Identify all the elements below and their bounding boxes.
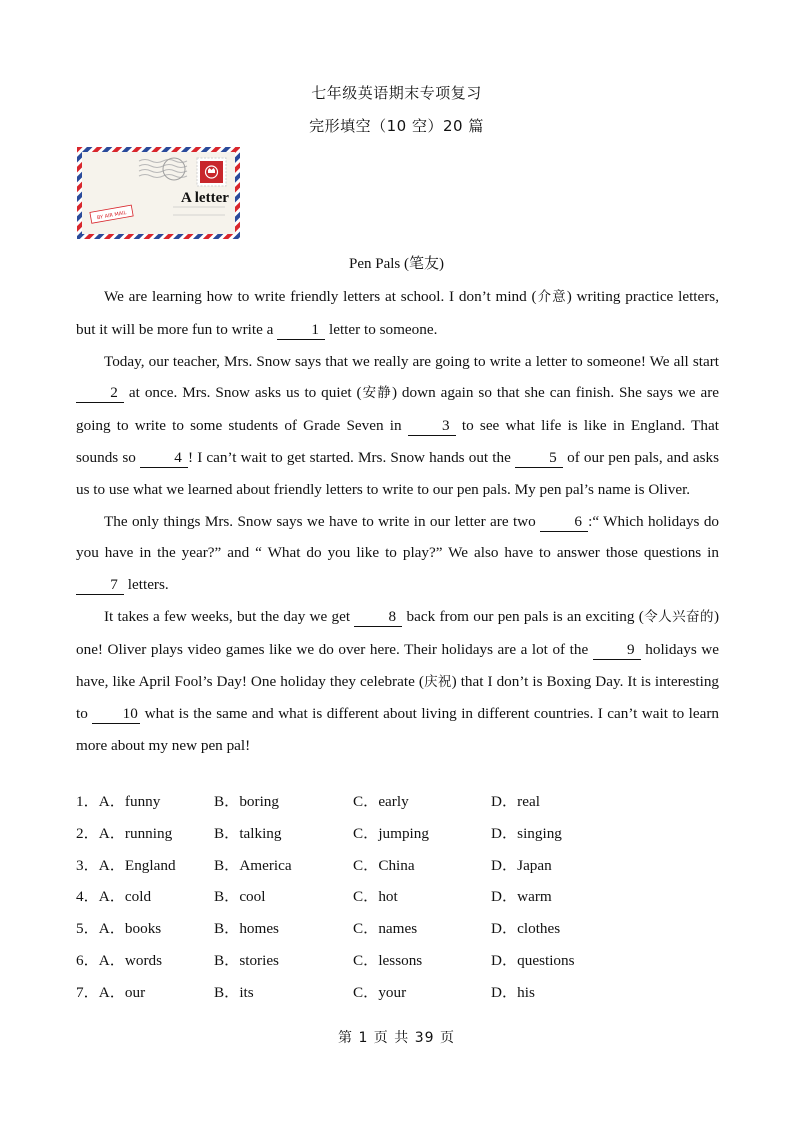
option-c[interactable]: C．names [353,920,418,938]
envelope-label: A letter [181,190,229,206]
option-c[interactable]: C．hot [353,888,398,906]
option-d[interactable]: D．Japan [491,856,552,874]
option-a[interactable]: 1．A．funny [76,793,161,810]
envelope-illustration [77,147,240,239]
blank-3[interactable]: 3 [408,417,456,436]
option-a[interactable]: 6．A．words [76,951,163,969]
option-d[interactable]: D．warm [491,888,552,906]
option-a[interactable]: 5．A．books [76,920,162,938]
paragraph-4: It takes a few weeks, but the day we get 8 back from our pen pals is an exciting (令人兴奋的) one! Oliver plays video games like we do over here. Their holidays are a lot of the 9 holidays we have, like April Fool’s Day! One holiday they celebrate (庆祝) that I don’t is Boxing Day. It is interesting to 10 what is the same and what is different about living in different countries. I can’t wait to learn more about my new pen pal! [76,607,720,755]
paragraph-2: Today, our teacher, Mrs. Snow says that we really are going to write a letter to someone! We all start 2 at once. Mrs. Snow asks us to quiet (安静) down again so that she can finish. She says we are going to write to some students of Grade Seven in 3 to see what life is like in England. That sounds so 4 ! I can’t wait to get started. Mrs. Snow hands out the 5 of our pen pals, and asks us to use what we learned about friendly letters to write to our pen pals. My pen pal’s name is Oliver. [76,352,720,498]
option-a[interactable]: 2．A．running [76,824,173,842]
option-c[interactable]: C．your [353,983,407,1001]
question-row [76,949,636,981]
option-b[interactable]: B．its [214,983,254,1001]
stamp-icon [197,158,226,186]
page-number: 第 1 页 共 39 页 [338,1030,455,1046]
option-a[interactable]: 7．A．our [76,983,146,1001]
option-a[interactable]: 3．A．England [76,856,176,874]
question-row [76,917,636,949]
option-d[interactable]: D．clothes [491,920,561,938]
document-subtitle: 完形填空（10 空）20 篇 [309,117,484,135]
blank-4[interactable]: 4 [140,449,188,468]
option-b[interactable]: B．America [214,856,292,874]
option-d[interactable]: D．questions [491,951,575,969]
option-a[interactable]: 4．A．cold [76,888,152,906]
option-b[interactable]: B．talking [214,824,282,842]
blank-5[interactable]: 5 [515,449,563,468]
question-row [76,790,636,822]
airmail-tag: BY AIR MAIL [96,210,127,222]
question-row [76,822,636,854]
option-c[interactable]: C．lessons [353,951,423,969]
blank-7[interactable]: 7 [76,576,124,595]
option-d[interactable]: D．singing [491,824,562,842]
option-b[interactable]: B．boring [214,793,279,810]
question-row [76,885,636,917]
option-d[interactable]: D．his [491,983,535,1001]
blank-9[interactable]: 9 [593,641,641,660]
document-title: 七年级英语期末专项复习 [311,84,482,102]
paragraph-3: The only things Mrs. Snow says we have to write in our letter are two 6 :“ Which holidays do you have in the year?” and “ What do you like to play?” We also have to answer those questions in 7 letters. [76,512,720,594]
blank-1[interactable]: 1 [277,321,325,340]
option-b[interactable]: B．homes [214,920,279,938]
blank-2[interactable]: 2 [76,384,124,403]
blank-10[interactable]: 10 [92,705,140,724]
option-c[interactable]: C．early [353,793,409,810]
blank-6[interactable]: 6 [540,513,588,532]
paragraph-1: We are learning how to write friendly letters at school. I don’t mind (介意) writing practice letters, but it will be more fun to write a 1 letter to someone. [76,288,720,338]
question-row [76,854,636,886]
option-b[interactable]: B．cool [214,888,266,906]
question-row [76,981,636,1013]
question-options [76,790,636,1013]
option-c[interactable]: C．jumping [353,824,429,842]
article-title: Pen Pals (笔友) [349,256,444,272]
option-d[interactable]: D．real [491,793,540,810]
article-body [76,281,719,762]
blank-8[interactable]: 8 [354,608,402,627]
option-b[interactable]: B．stories [214,951,279,969]
option-c[interactable]: C．China [353,856,415,874]
